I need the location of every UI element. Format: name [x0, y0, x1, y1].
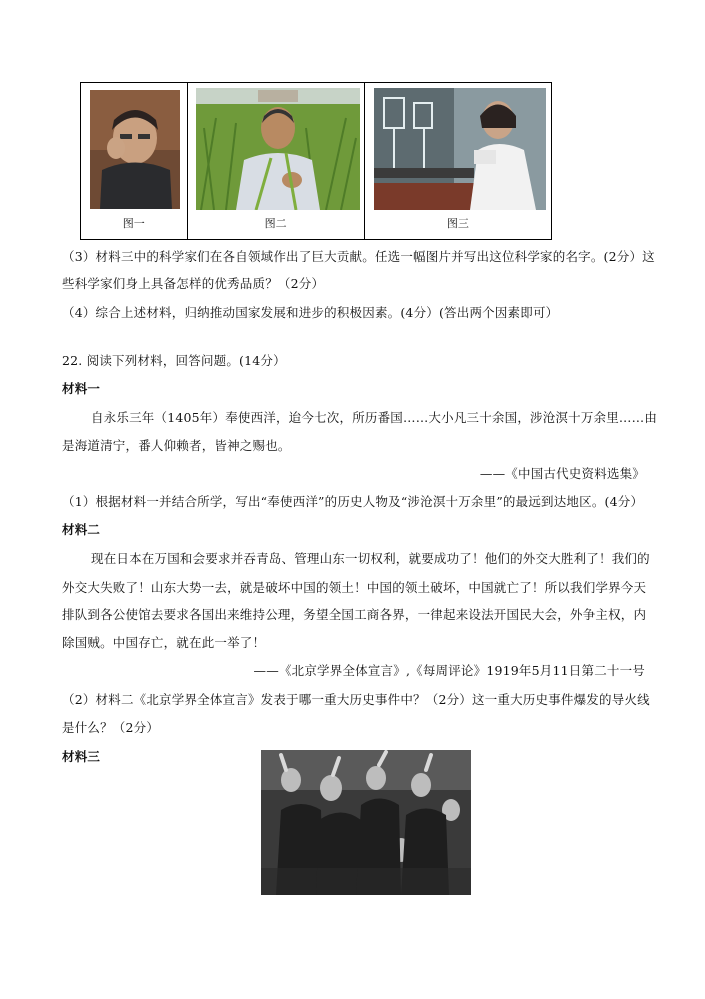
figure-caption-1: 图一: [122, 217, 145, 230]
material-1-label: 材料一: [62, 381, 101, 396]
scientist-photo-1: [90, 90, 180, 209]
figure-caption-2: 图二: [264, 217, 287, 230]
q22-2-line-1: （2）材料二《北京学界全体宣言》发表于哪一重大历史事件中？（2分）这一重大历史事件爆发的导火线: [62, 692, 650, 707]
scientist-photo-3: [374, 88, 546, 210]
material-2-source: ——《北京学界全体宣言》,《每周评论》1919年5月11日第二十一号: [253, 663, 645, 678]
material-2-line-4: 除国贼。中国存亡，就在此一举了！: [62, 635, 266, 650]
material-1-line-1: 自永乐三年（1405年）奉使西洋，迨今七次，所历番国……大小凡三十余国，涉沧溟十万余里……由: [91, 410, 658, 425]
q21-4: （4）综合上述材料，归纳推动国家发展和进步的积极因素。(4分）(答出两个因素即可）: [62, 305, 559, 320]
figure-cell-1: [81, 83, 188, 239]
q21-3-line-1: （3）材料三中的科学家们在各自领域作出了巨大贡献。任选一幅图片并写出这位科学家的名字。(2分）这: [62, 249, 655, 264]
material-1-source: ——《中国古代史资料选集》: [479, 466, 645, 481]
q21-3-line-2: 些科学家们身上具备怎样的优秀品质？（2分）: [62, 276, 325, 291]
material-3-label: 材料三: [62, 749, 101, 764]
material-1-line-2: 是海道清宁，番人仰赖者，皆神之赐也。: [62, 438, 291, 453]
material-2-line-2: 外交大失败了！山东大势一去，就是破坏中国的领土！中国的领土破坏，中国就亡了！所以我们学界今天: [62, 580, 647, 595]
material-3-photo: [261, 750, 471, 895]
material-2-label: 材料二: [62, 522, 101, 537]
figure-table: [80, 82, 552, 240]
figure-cell-2: [188, 83, 365, 239]
q22-1: （1）根据材料一并结合所学，写出“奉使西洋”的历史人物及“涉沧溟十万余里”的最远到达地区。(4分）: [62, 494, 644, 509]
material-2-line-1: 现在日本在万国和会要求并吞青岛、管理山东一切权利，就要成功了！他们的外交大胜利了！我们的: [91, 551, 650, 566]
scientist-photo-2: [196, 88, 360, 210]
figure-cell-3: [365, 83, 551, 239]
figure-caption-3: 图三: [446, 217, 469, 230]
material-2-line-3: 排队到各公使馆去要求各国出来维持公理，务望全国工商各界，一律起来设法开国民大会，外争主权，内: [62, 607, 647, 622]
q22-2-line-2: 是什么？（2分）: [62, 720, 160, 735]
q22-heading: 22. 阅读下列材料，回答问题。(14分）: [62, 353, 286, 368]
